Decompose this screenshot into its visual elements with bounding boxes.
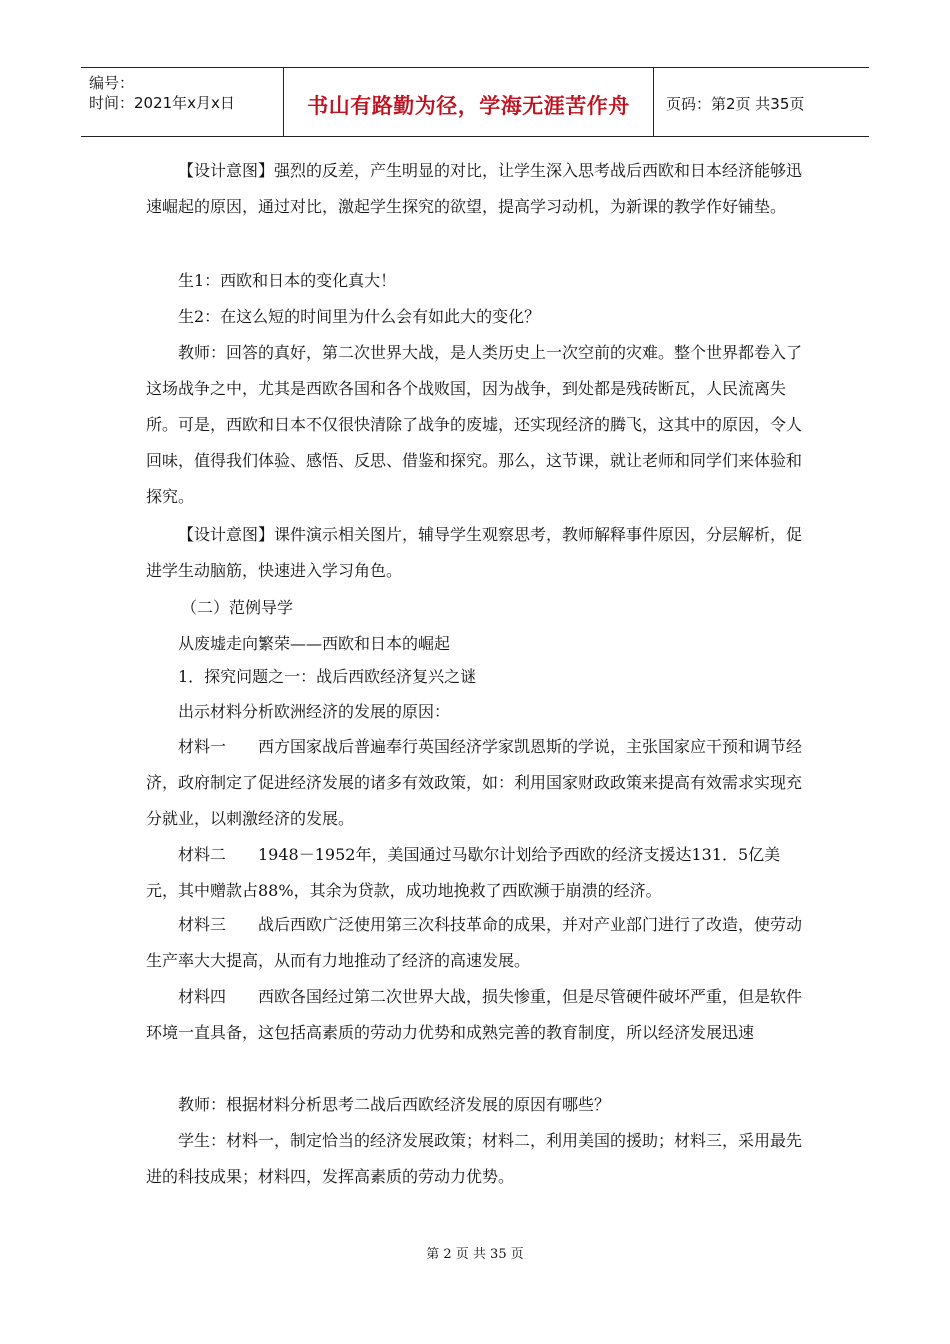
header-page-cell — [654, 68, 869, 136]
paragraph-student-1: 生1：西欧和日本的变化真大！ — [178, 271, 397, 290]
section-heading: （二）范例导学 — [181, 598, 294, 617]
date-label: 时间：2021年x月x日 — [89, 94, 235, 112]
paragraph-student-2: 生2：在这么短的时间里为什么会有如此大的变化？ — [178, 307, 541, 326]
page-footer: 第 2 页 共 35 页 — [426, 1247, 524, 1262]
material-intro: 出示材料分析欧洲经济的发展的原因： — [178, 702, 451, 721]
header-motto-cell — [283, 68, 654, 136]
material-1: 材料一 西方国家战后普遍奉行英国经济学家凯恩斯的学说，主张国家应干预和调节经济，政府制定了促进经济发展的诸多有效政策，如：利用国家财政政策来提高有效需求实现充分就业，以刺激经济的发展。 — [146, 737, 803, 828]
material-4: 材料四 西欧各国经过第二次世界大战，损失惨重，但是尽管硬件破坏严重，但是软件环境一直具备，这包括高素质的劳动力优势和成熟完善的教育制度，所以经济发展迅速 — [146, 987, 803, 1042]
student-answer: 学生：材料一，制定恰当的经济发展政策；材料二，利用美国的援助；材料三，采用最先进的科技成果；材料四，发挥高素质的劳动力优势。 — [146, 1131, 803, 1186]
paragraph-design-intent-2: 【设计意图】课件演示相关图片，辅导学生观察思考，教师解释事件原因，分层解析，促进学生动脑筋，快速进入学习角色。 — [146, 525, 803, 580]
motto: 书山有路勤为径，学海无涯苦作舟 — [307, 94, 630, 118]
number-label: 编号： — [89, 74, 135, 92]
teacher-question: 教师：根据材料分析思考二战后西欧经济发展的原因有哪些？ — [178, 1095, 611, 1114]
page-number-label: 页码：第2页 共35页 — [666, 95, 805, 113]
header-info-cell — [81, 68, 283, 136]
lesson-title: 从废墟走向繁荣——西欧和日本的崛起 — [178, 634, 451, 653]
paragraph-design-intent-1: 【设计意图】强烈的反差，产生明显的对比，让学生深入思考战后西欧和日本经济能够迅速崛起的原因，通过对比，激起学生探究的欲望，提高学习动机，为新课的教学作好铺垫。 — [146, 161, 803, 216]
paragraph-teacher-1: 教师：回答的真好，第二次世界大战，是人类历史上一次空前的灾难。整个世界都卷入了这场战争之中，尤其是西欧各国和各个战败国，因为战争，到处都是残砖断瓦，人民流离失所。可是，西欧和日本不仅很快清除了战争的废墟，还实现经济的腾飞，这其中的原因，令人回味，值得我们体验、感悟、反思、借鉴和探究。那么，这节课，就让老师和同学们来体验和探究。 — [146, 343, 803, 506]
page-header — [81, 67, 869, 137]
material-2: 材料二 1948－1952年，美国通过马歇尔计划给予西欧的经济支援达131．5亿美元，其中赠款占88%，其余为贷款，成功地挽救了西欧濒于崩溃的经济。 — [146, 845, 781, 900]
question-heading-1: 1．探究问题之一：战后西欧经济复兴之谜 — [178, 667, 477, 686]
material-3: 材料三 战后西欧广泛使用第三次科技革命的成果，并对产业部门进行了改造，使劳动生产率大大提高，从而有力地推动了经济的高速发展。 — [146, 915, 803, 970]
